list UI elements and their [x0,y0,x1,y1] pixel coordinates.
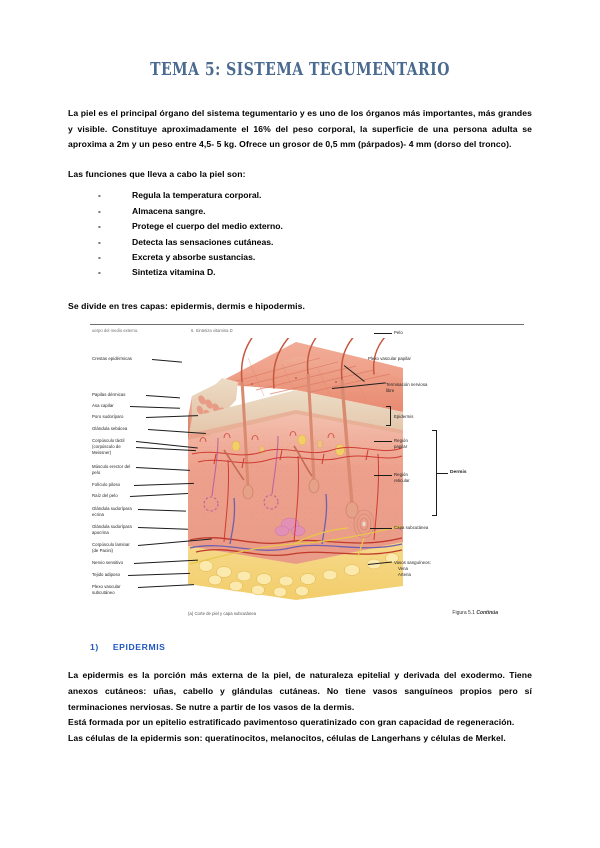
figure-top-note-right: 6. Sintetiza vitamina D [191,328,233,334]
figure-label-arteria: Arteria [398,572,411,578]
figure-label-vasos-sanguineos: Vasos sanguíneos: [394,560,431,566]
list-item: - Excreta y absorbe sustancias. [68,250,532,265]
list-item: - Detecta las sensaciones cutáneas. [68,235,532,250]
leader-line [374,475,392,476]
figure-label-region-reticular: Región reticular [394,472,410,483]
functions-list [68,188,532,280]
figure-label-vena: Vena [398,566,408,572]
figure-label-tejido-adiposo: Tejido adiposo [92,572,121,578]
intro-paragraph: La piel es el principal órgano del sistema tegumentario y es uno de los órganos más importantes, más grandes y visible. Constituye aproximadamente el 16% del peso corporal, la superficie de una persona adulta se aproxima a 2m y un peso entre 4,5- 5 kg. Ofrece un grosor de 0,5 mm (párpados)- 4 mm (dorso del tronco). [68,108,532,150]
figure-continues: Continúa [476,610,498,617]
leader-line [374,333,392,334]
epidermis-paragraph-3: Las células de la epidermis son: queratinocitos, melanocitos, células de Langerhans y células de Merkel. [68,732,506,743]
figure-caption-right [452,610,498,616]
figure-label-glandula-sudoripara-apocrina: Glándula sudorípara apocrina [92,524,132,535]
figure-label-raiz-del-pelo: Raíz del pelo [92,493,118,499]
list-item: - Almacena sangre. [68,204,532,219]
epidermis-paragraph-1: La epidermis es la porción más externa de la piel, de naturaleza epitelial y derivada del exodermo. Tiene anexos cutáneos: uñas, cabello y glándulas cutáneas. No tiene vasos sanguíneos propios pero sí terminaciones nerviosas. Se nutre a partir de los vasos de la dermis. [68,670,532,712]
section-number: 1) [90,642,99,653]
figure-label-epidermis: Epidermis [394,414,414,420]
figure-label-capa-subcutanea: Capa subcutánea [394,525,429,531]
epidermis-bracket [386,406,391,426]
functions-lead: Las funciones que lleva a cabo la piel son: [68,168,246,179]
figure-label-asa-capilar: Asa capilar [92,403,114,409]
layers-paragraph: Se divide en tres capas: epidermis, dermis e hipodermis. [68,300,305,311]
skin-cross-section-illustration [178,338,403,600]
figure-label-corpusculo-laminar-pacini: Corpúsculo laminar (de Pacini) [92,542,130,553]
figure-label-pelo: Pelo [394,330,403,336]
list-item: - Protege el cuerpo del medio externo. [68,219,532,234]
figure-label-dermis: Dermis [450,470,467,476]
figure-label-crestas-epidermicas: Crestas epidérmicas [92,356,132,362]
figure-label-glandula-sebacea: Glándula sebácea [92,426,128,432]
figure-label-plexo-vascular-papilar: Plexo vascular papilar [368,356,411,362]
skin-anatomy-figure [68,320,532,620]
epidermis-paragraph-2: Está formada por un epitelio estratificado pavimentoso queratinizado con gran capacidad de regeneración. [68,717,515,728]
figure-label-terminacion-nerviosa-libre: Terminación nerviosa libre [386,382,428,393]
leader-line [130,406,180,409]
leader-line [374,441,392,442]
figure-label-poro-sudoriparo: Poro sudoríparo [92,414,124,420]
page-title: TEMA 5: SISTEMA TEGUMENTARIO [150,60,450,80]
figure-top-note-left: uerpo del medio externo. [92,328,139,334]
figure-label-plexo-vascular-subcutaneo: Plexo vascular subcutáneo [92,584,121,595]
leader-line [436,473,448,474]
leader-line [146,395,180,398]
figure-number: Figura 5.1 [452,610,477,617]
figure-caption-left: (a) Corte de piel y capa subcutánea [188,611,257,617]
figure-label-papilas-dermicas: Papilas dérmicas [92,392,126,398]
section-heading-epidermis [90,642,532,652]
list-item: - Sintetiza vitamina D. [68,265,532,280]
document-content [68,60,532,746]
figure-top-rule [90,324,524,325]
figure-label-corpusculo-tactil: Corpúsculo táctil (corpúsculo de Meissner) [92,438,125,455]
figure-label-nervio-sensitivo: Nervio sensitivo [92,560,124,566]
figure-label-musculo-erector-del-pelo: Músculo erector del pelo [92,464,131,475]
list-item: - Regula la temperatura corporal. [68,188,532,203]
figure-label-foliculo-piloso: Folículo piloso [92,482,121,488]
section-title: EPIDERMIS [112,642,166,653]
figure-label-glandula-sudoripara-ecrina: Glándula sudorípara ecrina [92,506,132,517]
figure-label-region-papilar: Región papilar [394,438,408,449]
leader-line [370,528,392,529]
